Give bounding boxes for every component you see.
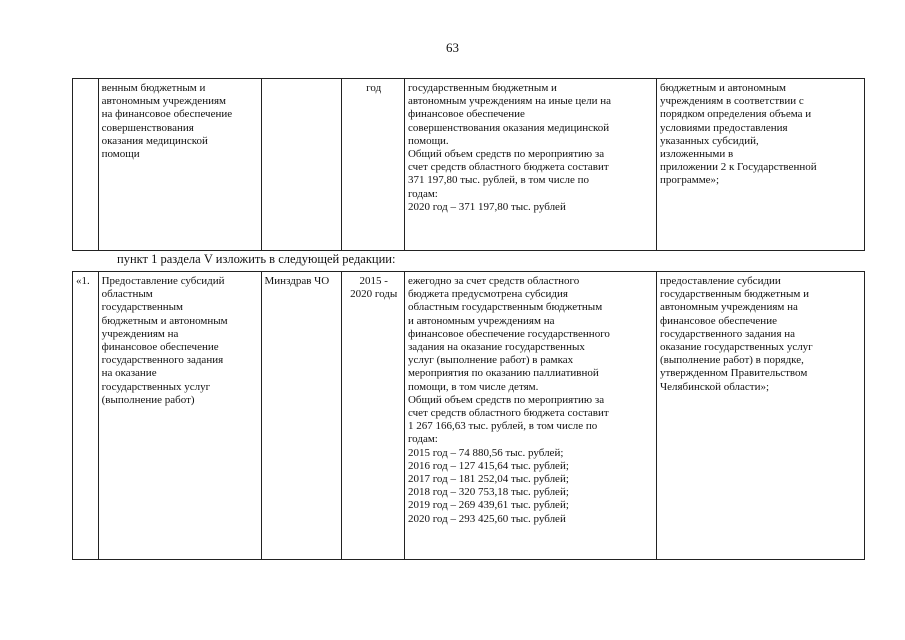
text-line: финансовое обеспечение xyxy=(407,108,525,121)
text-line: предоставление субсидии xyxy=(659,275,781,287)
text-line: бюджетным и автономным xyxy=(659,82,786,94)
text-line: (выполнение работ) в порядке, xyxy=(659,354,804,367)
text-line: ежегодно за счет средств областного xyxy=(407,275,580,287)
text-line: государственных услуг xyxy=(101,380,211,393)
table-row xyxy=(73,272,865,560)
cell-name xyxy=(98,79,261,251)
cell-executor xyxy=(261,79,342,251)
text-line: 2016 год – 127 415,64 тыс. рублей; xyxy=(407,459,569,472)
text-line: Предоставление субсидий xyxy=(101,275,225,287)
table-row xyxy=(73,79,865,251)
text-line: венным бюджетным и xyxy=(101,82,206,94)
text-line: автономным учреждениям на иные цели на xyxy=(407,95,612,108)
cell-description xyxy=(404,79,656,251)
cell-description xyxy=(404,272,656,560)
text-line: услуг (выполнение работ) в рамках xyxy=(407,354,574,367)
text-line: государственного задания xyxy=(101,354,224,367)
text-line: бюджета предусмотрена субсидия xyxy=(407,288,568,301)
text-line: государственным xyxy=(101,301,183,314)
cell-executor: Минздрав ЧО xyxy=(261,272,342,560)
text-line: помощи xyxy=(101,148,140,161)
text-line: учреждениям в соответствии с xyxy=(659,95,804,108)
cell-result xyxy=(656,79,864,251)
text-line: государственным бюджетным и xyxy=(407,82,557,94)
text-line: счет средств областного бюджета составит xyxy=(407,161,609,174)
text-line: 2018 год – 320 753,18 тыс. рублей; xyxy=(407,486,569,499)
text-line: изложенными в xyxy=(659,148,734,161)
text-line: на оказание xyxy=(101,367,157,380)
text-line: Общий объем средств по мероприятию за xyxy=(407,148,605,161)
text-line: мероприятия по оказанию паллиативной xyxy=(407,367,599,380)
text-line: учреждениям на xyxy=(101,327,179,340)
text-line: годам: xyxy=(407,433,438,446)
text-line: финансовое обеспечение xyxy=(659,314,777,327)
text-line: совершенствования оказания медицинской xyxy=(407,121,610,134)
text-line: и автономным учреждениям на xyxy=(407,314,555,327)
text-line: областным xyxy=(101,288,153,301)
text-line: 2019 год – 269 439,61 тыс. рублей; xyxy=(407,499,569,512)
text-line: 1 267 166,63 тыс. рублей, в том числе по xyxy=(407,420,598,433)
text-line: 2020 годы xyxy=(350,288,398,301)
text-line: указанных субсидий, xyxy=(659,134,759,147)
text-line: условиями предоставления xyxy=(659,121,788,134)
text-line: 2015 - xyxy=(359,275,388,287)
text-line: оказание государственных услуг xyxy=(659,341,813,354)
text-line: автономным учреждениям xyxy=(101,95,226,108)
text-line: утвержденном Правительством xyxy=(659,367,808,380)
text-line: на финансовое обеспечение xyxy=(101,108,233,121)
text-line: программе»; xyxy=(659,174,720,187)
table-new-edition xyxy=(72,271,865,560)
text-line: 371 197,80 тыс. рублей, в том числе по xyxy=(407,174,589,187)
cell-period: год xyxy=(342,79,404,251)
cell-number: «1. xyxy=(73,272,99,560)
text-line: счет средств областного бюджета составит xyxy=(407,407,609,420)
text-line: помощи. xyxy=(407,134,449,147)
instruction-text: пункт 1 раздела V изложить в следующей редакции: xyxy=(117,252,396,266)
text-line: задания на оказание государственных xyxy=(407,341,585,354)
text-line: областным государственным бюджетным xyxy=(407,301,603,314)
text-line: помощи, в том числе детям. xyxy=(407,380,539,393)
text-line: государственным бюджетным и xyxy=(659,288,809,301)
text-line: финансовое обеспечение государственного xyxy=(407,327,610,340)
cell-period xyxy=(342,272,404,560)
text-line: бюджетным и автономным xyxy=(101,314,228,327)
text-line: автономным учреждениям на xyxy=(659,301,798,314)
text-line: Общий объем средств по мероприятию за xyxy=(407,393,605,406)
text-line: 2020 год – 371 197,80 тыс. рублей xyxy=(407,200,566,213)
text-line: 2020 год – 293 425,60 тыс. рублей xyxy=(407,512,566,525)
text-line: 2015 год – 74 880,56 тыс. рублей; xyxy=(407,446,564,459)
page-number: 63 xyxy=(446,40,459,55)
text-line: (выполнение работ) xyxy=(101,393,195,406)
text-line: 2017 год – 181 252,04 тыс. рублей; xyxy=(407,473,569,486)
text-line: годам: xyxy=(407,187,438,200)
text-line: Челябинской области»; xyxy=(659,380,770,393)
text-line: совершенствования xyxy=(101,121,194,134)
text-line: государственного задания на xyxy=(659,327,796,340)
cell-number xyxy=(73,79,99,251)
text-line: финансовое обеспечение xyxy=(101,341,219,354)
cell-name xyxy=(98,272,261,560)
text-line: порядком определения объема и xyxy=(659,108,812,121)
text-line: оказания медицинской xyxy=(101,134,208,147)
table-continued xyxy=(72,78,865,251)
cell-result xyxy=(656,272,864,560)
text-line: приложении 2 к Государственной xyxy=(659,161,817,174)
